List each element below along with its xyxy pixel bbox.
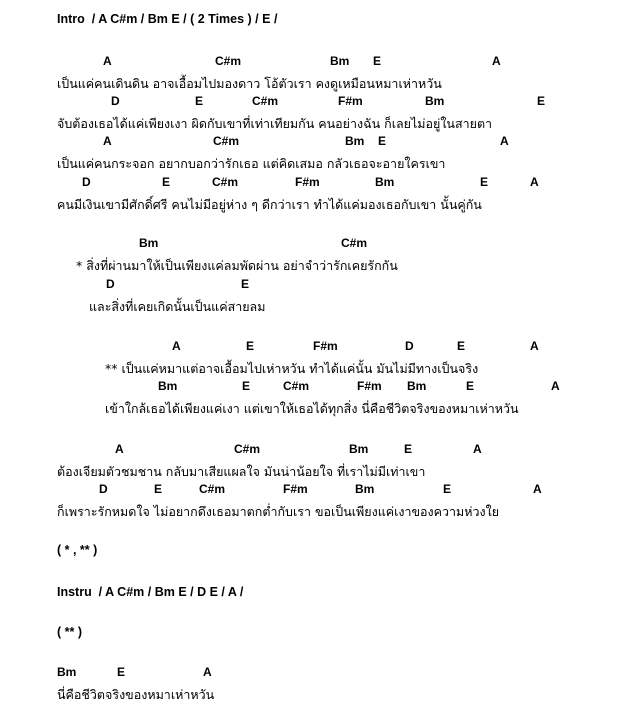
chord: A <box>115 442 124 456</box>
verse1-chord-line <box>0 94 620 112</box>
lyric-line: เข้าใกล้เธอได้เพียงแค่เงา แต่เขาให้เธอได้ทุกสิ่ง นี่คือชีวิตจริงของหมาเห่าหวัน <box>105 401 519 416</box>
chord: A <box>530 175 539 189</box>
chord: C#m <box>283 379 310 393</box>
chord: Bm <box>57 665 77 679</box>
verse2-lyric-row <box>0 462 620 480</box>
verse2-chord-line <box>0 442 620 460</box>
chord: E <box>378 134 387 148</box>
chorus1-lyric-row <box>0 297 620 315</box>
chord: F#m <box>283 482 308 496</box>
chord: D <box>111 94 120 108</box>
chorus1-chord-line <box>0 236 620 254</box>
chord: Bm <box>345 134 365 148</box>
lyric-line: เป็นแค่คนเดินดิน อาจเอื้อมไปมองดาว โอ้ตัวเรา คงดูเหมือนหมาเห่าหวัน <box>57 76 442 91</box>
chord: C#m <box>213 134 240 148</box>
verse1-lyric-row <box>0 154 620 172</box>
chorus2-lyric-row <box>0 359 620 377</box>
verse1-chord-line <box>0 54 620 72</box>
chord: E <box>117 665 126 679</box>
chord: D <box>99 482 108 496</box>
chord: Bm <box>407 379 427 393</box>
chord: A <box>492 54 501 68</box>
chord: A <box>500 134 509 148</box>
chord: Bm <box>355 482 375 496</box>
outro-lyric-row <box>0 685 620 703</box>
lyric-line: จับต้องเธอได้แค่เพียงเงา ผิดกับเขาที่เท่าเทียมกัน คนอย่างฉัน ก็เลยไม่อยู่ในสายตา <box>57 116 493 131</box>
chord: E <box>246 339 255 353</box>
intro-line: Intro / A C#m / Bm E / ( 2 Times ) / E / <box>57 12 278 26</box>
repeat-marker: ( * , ** ) <box>57 543 98 557</box>
chord: A <box>172 339 181 353</box>
verse2-lyric-row <box>0 502 620 520</box>
repeat-marker-2: ( ** ) <box>57 625 82 639</box>
chord: E <box>373 54 382 68</box>
verse2-chord-line <box>0 482 620 500</box>
lyric-line: คนมีเงินเขามีศักดิ์ศรี คนไม่มีอยู่ห่าง ๆ ดีกว่าเรา ทำได้แค่มองเธอกับเขา นั้นคู่กัน <box>57 197 482 212</box>
verse1-lyric-row <box>0 114 620 132</box>
chord: D <box>106 277 115 291</box>
chord: Bm <box>330 54 350 68</box>
chorus1-chord-line <box>0 277 620 295</box>
chorus2-chord-line <box>0 339 620 357</box>
lyric-line: * สิ่งที่ผ่านมาให้เป็นเพียงแค่ลมพัดผ่าน อย่าจำว่ารักเคยรักกัน <box>76 258 398 273</box>
instrumental-line: Instru / A C#m / Bm E / D E / A / <box>57 585 244 599</box>
verse1-chord-line <box>0 175 620 193</box>
chord: A <box>530 339 539 353</box>
chord: C#m <box>252 94 279 108</box>
chord: E <box>404 442 413 456</box>
verse1-lyric-row <box>0 74 620 92</box>
chord: Bm <box>349 442 369 456</box>
chord: F#m <box>357 379 382 393</box>
chord: A <box>533 482 542 496</box>
chord: E <box>443 482 452 496</box>
chord: E <box>195 94 204 108</box>
lyric-line: นี่คือชีวิตจริงของหมาเห่าหวัน <box>57 687 215 702</box>
outro-chord-line <box>0 665 620 683</box>
chord: C#m <box>212 175 239 189</box>
chord: A <box>203 665 212 679</box>
chord: E <box>457 339 466 353</box>
chord: C#m <box>199 482 226 496</box>
chord: D <box>405 339 414 353</box>
lyric-line: เป็นแค่คนกระจอก อยากบอกว่ารักเธอ แต่คิดเสมอ กลัวเธอจะอายใครเขา <box>57 156 446 171</box>
lyric-line: และสิ่งที่เคยเกิดนั้นเป็นแค่สายลม <box>89 299 266 314</box>
chord: Bm <box>158 379 178 393</box>
chord: F#m <box>338 94 363 108</box>
verse1-lyric-row <box>0 195 620 213</box>
lyric-line: ก็เพราะรักหมดใจ ไม่อยากดึงเธอมาตกต่ำกับเรา ขอเป็นเพียงแค่เงาของความห่วงใย <box>57 504 500 519</box>
chord: A <box>103 134 112 148</box>
chord: E <box>466 379 475 393</box>
chorus1-lyric-row <box>0 256 620 274</box>
chord: Bm <box>425 94 445 108</box>
lyric-line: ต้องเจียมตัวชมชาน กลับมาเสียแผลใจ มันน่าน้อยใจ ที่เราไม่มีเท่าเขา <box>57 464 426 479</box>
chord: A <box>551 379 560 393</box>
chord: E <box>241 277 250 291</box>
chord: E <box>162 175 171 189</box>
chord: C#m <box>234 442 261 456</box>
chord: E <box>242 379 251 393</box>
chord: F#m <box>295 175 320 189</box>
chord: Bm <box>375 175 395 189</box>
chord: C#m <box>341 236 368 250</box>
chord: F#m <box>313 339 338 353</box>
chord: D <box>82 175 91 189</box>
lyric-line: ** เป็นแค่หมาแต่อาจเอื้อมไปเห่าหวัน ทำได้แค่นั้น มันไม่มีทางเป็นจริง <box>105 361 479 376</box>
chord: E <box>537 94 546 108</box>
chorus2-chord-line <box>0 379 620 397</box>
chord: E <box>154 482 163 496</box>
chord: E <box>480 175 489 189</box>
chord: C#m <box>215 54 242 68</box>
chorus2-lyric-row <box>0 399 620 417</box>
verse1-chord-line <box>0 134 620 152</box>
chord: A <box>103 54 112 68</box>
chord: A <box>473 442 482 456</box>
chord: Bm <box>139 236 159 250</box>
